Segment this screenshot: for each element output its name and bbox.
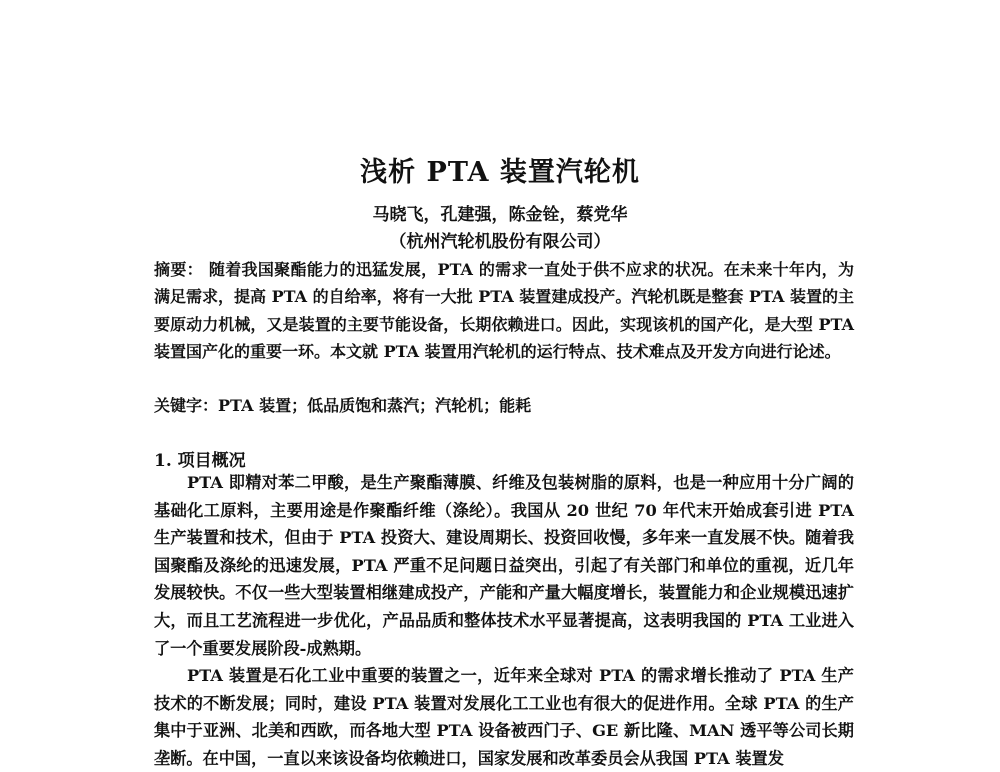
keywords-block (154, 394, 854, 418)
author-affiliation: （杭州汽轮机股份有限公司） (389, 232, 611, 252)
paper-title: 浅析 PTA 装置汽轮机 (360, 157, 640, 188)
body-paragraph-2: PTA 装置是石化工业中重要的装置之一，近年来全球对 PTA 的需求增长推动了 PTA 生产技术的不断发展；同时，建设 PTA 装置对发展化工工业也有很大的促进作用。全球 PTA 的生产集中于亚洲、北美和西欧，而各地大型 PTA 设备被西门子、GE 新比隆、MAN 透平等公司长期垄断。在中国，一直以来该设备均依赖进口，国家发展和改革委员会从我国 PTA 装置发 (154, 666, 854, 768)
abstract-text: 随着我国聚酯能力的迅猛发展，PTA 的需求一直处于供不应求的状况。在未来十年内，为满足需求，提高 PTA 的自给率，将有一大批 PTA 装置建成投产。汽轮机既是整套 PTA 装置的主要原动力机械，又是装置的主要节能设备，长期依赖进口。因此，实现该机的国产化，是大型 PTA 装置国产化的重要一环。本文就 PTA 装置用汽轮机的运行特点、技术难点及开发方向进行论述。 (154, 260, 854, 361)
author-list: 马晓飞，孔建强，陈金铨，蔡党华 (372, 205, 628, 225)
keywords-text: PTA 装置；低品质饱和蒸汽；汽轮机；能耗 (218, 396, 532, 415)
abstract-block (154, 256, 854, 365)
section-heading-1: 1. 项目概况 (154, 451, 246, 471)
body-paragraph-1: PTA 即精对苯二甲酸，是生产聚酯薄膜、纤维及包装树脂的原料，也是一种应用十分广阔的基础化工原料，主要用途是作聚酯纤维（涤纶）。我国从 20 世纪 70 年代末开始成套引进 PTA 生产装置和技术，但由于 PTA 投资大、建设周期长、投资回收慢，多年来一直发展不快。随着我国聚酯及涤纶的迅速发展，PTA 严重不足问题日益突出，引起了有关部门和单位的重视，近几年发展较快。不仅一些大型装置相继建成投产，产能和产量大幅度增长，装置能力和企业规模迅速扩大，而且工艺流程进一步优化，产品品质和整体技术水平显著提高，这表明我国的 PTA 工业进入了一个重要发展阶段-成熟期。 (154, 473, 854, 658)
abstract-label: 摘要： (154, 260, 203, 279)
keywords-label: 关键字： (154, 396, 219, 415)
